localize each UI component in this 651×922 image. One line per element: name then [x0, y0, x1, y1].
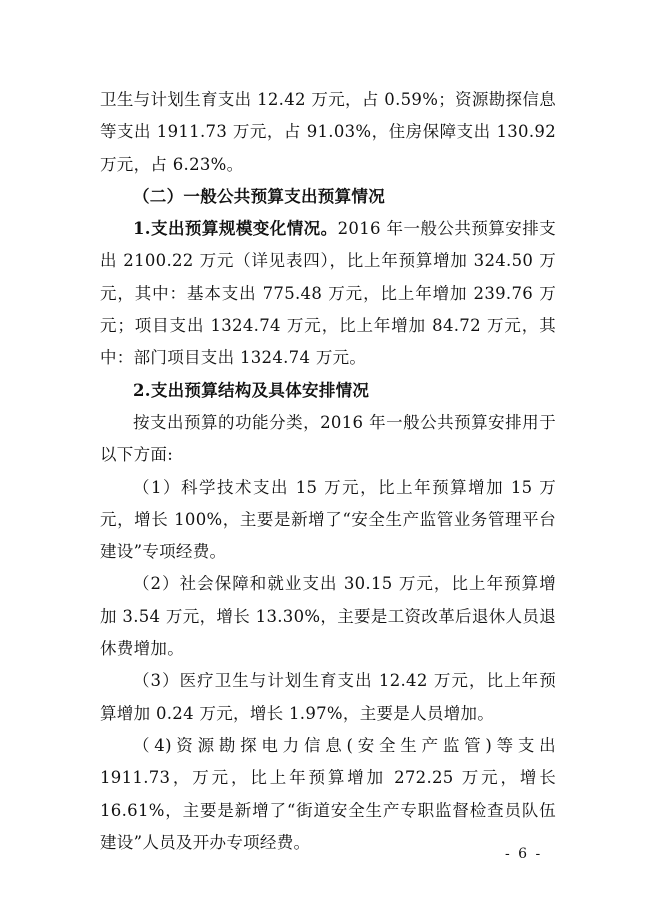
paragraph-budget-scale — [100, 213, 556, 374]
subsection-heading-structure — [100, 375, 556, 407]
paragraph-text: （4)资源勘探电力信息(安全生产监管)等支出 1911.73，万元，比上年预算增加 272.25 万元，增长 16.61%，主要是新增了“街道安全生产专职监督检查员队伍建设”人员及开办专项经费。 — [100, 735, 556, 852]
paragraph-item-health — [100, 665, 556, 730]
paragraph-text: 2016 年一般公共预算安排支出 2100.22 万元（详见表四），比上年预算增加 324.50 万元，其中：基本支出 775.48 万元，比上年增加 239.76 万元；项目支出 1324.74 万元，比上年增加 84.72 万元，其中：部门项目支出 1324.74 万元。 — [100, 219, 556, 368]
paragraph-budget-shares — [100, 84, 556, 181]
paragraph-text: 按支出预算的功能分类，2016 年一般公共预算安排用于以下方面: — [100, 412, 556, 465]
paragraph-functional-classification — [100, 407, 556, 472]
paragraph-text: （1）科学技术支出 15 万元，比上年预算增加 15 万元，增长 100%，主要是新增了“安全生产监管业务管理平台建设”专项经费。 — [100, 477, 556, 562]
paragraph-text: （3）医疗卫生与计划生育支出 12.42 万元，比上年预算增加 0.24 万元，增长 1.97%，主要是人员增加。 — [100, 671, 556, 723]
subsection-heading-text: 2.支出预算结构及具体安排情况 — [133, 380, 370, 400]
paragraph-item-social-security — [100, 568, 556, 665]
page-number: - 6 - — [505, 846, 543, 862]
paragraph-lead: 1.支出预算规模变化情况。 — [133, 219, 338, 239]
document-body — [100, 84, 556, 859]
paragraph-item-science — [100, 472, 556, 569]
section-heading-general-budget — [100, 181, 556, 213]
section-heading-text: （二）一般公共预算支出预算情况 — [133, 186, 385, 206]
paragraph-text: （2）社会保障和就业支出 30.15 万元，比上年预算增加 3.54 万元，增长 13.30%，主要是工资改革后退休人员退休费增加。 — [100, 574, 556, 659]
paragraph-text: 卫生与计划生育支出 12.42 万元，占 0.59%；资源勘探信息等支出 1911.73 万元，占 91.03%，住房保障支出 130.92 万元，占 6.23%。 — [100, 90, 556, 174]
paragraph-item-resources — [100, 730, 556, 859]
